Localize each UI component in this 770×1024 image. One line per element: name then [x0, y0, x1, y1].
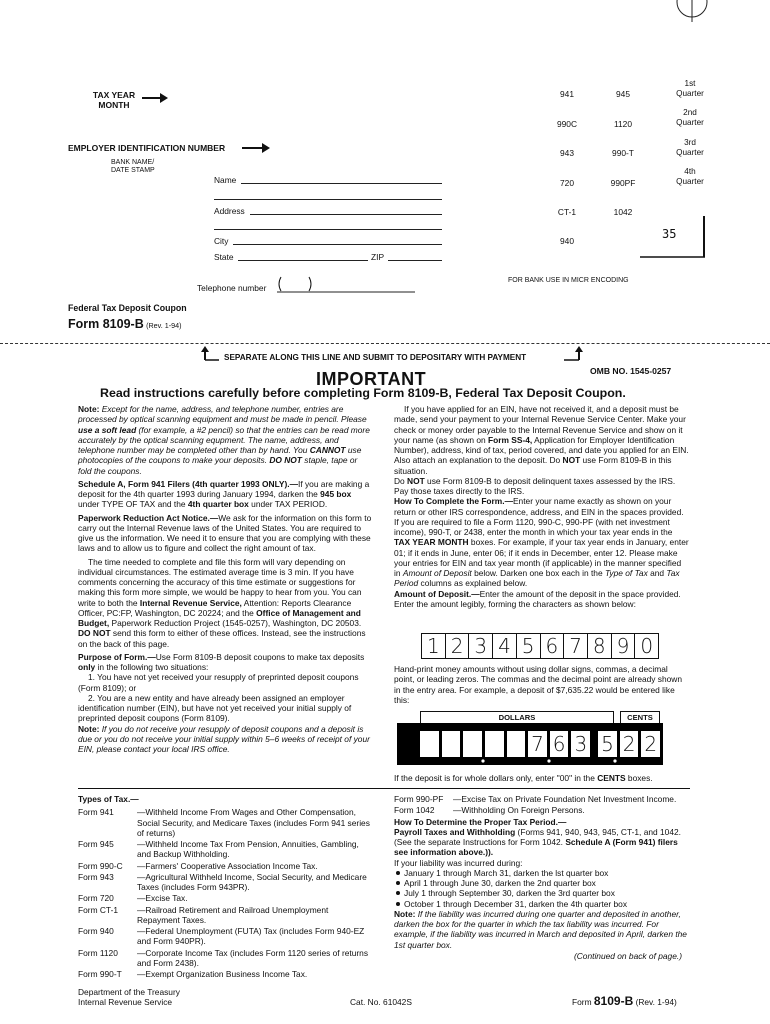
- tax-desc: —Agricultural Withheld Income, Social Security, and Medicare Taxes (includes Form 943PR).: [137, 871, 367, 892]
- tax-form: Form 941: [78, 807, 114, 818]
- schedule-a-text: under TYPE OF TAX and the: [78, 499, 188, 510]
- whole-dollars-text: [394, 773, 690, 784]
- sample-digit: 4: [493, 634, 517, 658]
- tax-form: Form 990-C: [78, 860, 123, 871]
- continued-note: (Continued on back of page.): [573, 950, 682, 961]
- how-emph: Type of Tax: [604, 568, 648, 578]
- code-bracket: [640, 215, 706, 259]
- tax-form: Form 990-T: [78, 969, 122, 979]
- tax-type-row: [78, 807, 372, 838]
- tax-form: Form 990-PF: [394, 794, 444, 804]
- time-emph: Internal Revenue Service,: [139, 597, 242, 608]
- time-text: Paperwork Reduction Project (1545-0257), Washington, DC 20503.: [109, 618, 362, 628]
- catalog-number: Cat. No. 61042S: [350, 997, 412, 1007]
- note2-label: Note:: [78, 723, 100, 734]
- time-text: The time needed to complete and file this form will vary depending on individual circumstances. The estimated average time is 3 min. If you have comments concerning the accuracy of this time estimate or suggestions for making this form more simple, we would be happy to hear from you. You can write to both the: [78, 556, 362, 608]
- pra-heading: Paperwork Reduction Act Notice.—: [78, 512, 219, 523]
- how-emph: Amount of Deposit: [402, 568, 472, 578]
- ein-emph: NOT: [562, 455, 581, 466]
- delinquent-text: use Form 8109-B to deposit delinquent taxes assessed by the IRS. Pay those taxes directly to the IRS.: [394, 475, 676, 496]
- state-label: State: [214, 252, 234, 262]
- tax-type-1120[interactable]: 1120: [613, 119, 632, 129]
- note-emph: CANNOT: [309, 445, 346, 455]
- tax-form: Form CT-1: [78, 904, 119, 915]
- liability-intro: If your liability was incurred during:: [394, 857, 523, 868]
- sample-digit: 7: [564, 634, 588, 658]
- sample-digit: 6: [541, 634, 565, 658]
- sample-digit: 2: [446, 634, 470, 658]
- period-note: [394, 909, 690, 950]
- tax-period-section: [394, 794, 690, 961]
- how-emph: Tax Period: [394, 568, 680, 589]
- period-note-text: If the liability was incurred during one quarter and deposited in another, darken the box for the quarter in which the tax liability was incurred. For example, if the liability was incurred in March and deposited in April, darken the 1st quarter box.: [394, 908, 687, 950]
- sample-digit: 8: [588, 634, 612, 658]
- tax-type-1042[interactable]: 1042: [613, 207, 633, 217]
- left-instructions: [78, 404, 372, 754]
- amount-digit: [463, 731, 482, 757]
- time-emph: DO NOT: [78, 628, 111, 639]
- how-text: Enter your name exactly as shown on your return or other IRS correspondence, address, and EIN in the spaces provided. If you are required to file a Form 1120, 990-C, 990-PF (with net investment income), 990-T, or 2438, enter the month in which your tax year ends in the: [394, 496, 684, 537]
- quarter-bullet: October 1 through December 31, darken the 4th quarter box: [394, 899, 690, 909]
- form-name: Form 8109-B: [68, 317, 144, 331]
- tax-desc: —Withheld Income From Wages and Other Compensation, Social Security, and Medicare Taxes (includes Form 941 series of returns): [137, 807, 370, 838]
- tax-type-row: [78, 893, 372, 903]
- amount-digit: 3: [571, 731, 590, 757]
- tax-year-month-label: TAX YEAR MONTH: [92, 90, 136, 111]
- tax-period-heading: How To Determine the Proper Tax Period.—: [394, 816, 567, 827]
- footer-rev: (Rev. 1-94): [635, 997, 677, 1007]
- city-label: City: [214, 236, 229, 246]
- delinquent-text: Do: [394, 475, 408, 486]
- schedule-a-heading: Schedule A, Form 941 Filers (4th quarter 1993 ONLY).—: [78, 478, 298, 489]
- tax-desc: —Excise Tax on Private Foundation Net Investment Income.: [453, 794, 677, 804]
- tax-type-row: [78, 905, 372, 926]
- dashed-separator: [0, 343, 770, 344]
- note-text: Except for the name, address, and telephone number, entries are processed by optical scanning equipment and must be made in pencil. Please: [78, 404, 367, 425]
- how-heading: How To Complete the Form.—: [394, 496, 513, 507]
- quarter-3[interactable]: 3rd Quarter: [676, 138, 704, 157]
- aod-text: Enter the amount of the deposit in the space provided. Enter the amount legibly, forming the characters as shown below:: [394, 588, 681, 609]
- address-field[interactable]: [250, 214, 442, 215]
- note-text: use photocopies of the coupons to make your deposits.: [78, 445, 362, 466]
- types-of-tax: [78, 794, 372, 980]
- tax-desc: —Exempt Organization Business Income Tax.: [137, 969, 308, 979]
- tax-type-row: [78, 839, 372, 860]
- crosshair-mark: [672, 0, 712, 22]
- zip-label: ZIP: [371, 252, 385, 262]
- tax-type-943[interactable]: 943: [560, 148, 574, 158]
- quarter-bullet: July 1 through September 30, darken the 3rd quarter box: [394, 888, 690, 898]
- name-field-line2[interactable]: [214, 199, 442, 200]
- tax-form: Form 720: [78, 893, 114, 904]
- purpose-text: Use Form 8109-B deposit coupons to make tax deposits: [155, 651, 365, 662]
- how-emph: TAX YEAR MONTH: [394, 537, 469, 548]
- omb-number: OMB NO. 1545-0257: [590, 366, 672, 376]
- tax-desc: —Federal Unemployment (FUTA) Tax (includes Form 940-EZ and Form 940PR).: [137, 926, 365, 947]
- read-instructions-heading: Read instructions carefully before completing Form 8109-B, Federal Tax Deposit Coupon.: [100, 386, 626, 400]
- tax-form: Form 1120: [78, 947, 118, 958]
- tax-type-941[interactable]: 941: [560, 89, 574, 99]
- sample-digit: 1: [422, 634, 446, 658]
- form-id: [68, 317, 181, 333]
- sample-digit: 5: [517, 634, 541, 658]
- telephone-label: Telephone number: [197, 283, 267, 293]
- how-text: boxes. For example, if your tax year ends in January, enter 01; if it ends in June, enter 06; if it ends in December, enter 12. Please make your entries for EIN and tax year month (if applicable) in the manner specified in: [394, 537, 689, 578]
- tax-form: Form 945: [78, 839, 114, 849]
- whole-text: If the deposit is for whole dollars only, enter "00" in the: [394, 773, 598, 783]
- how-text: and: [647, 568, 667, 578]
- address-label: Address: [214, 206, 245, 216]
- quarter-4[interactable]: 4th Quarter: [676, 167, 704, 186]
- dollars-label: DOLLARS: [420, 711, 614, 723]
- quarter-1[interactable]: 1st Quarter: [676, 79, 704, 98]
- amount-digit: 7: [528, 731, 547, 757]
- telephone-field[interactable]: [275, 275, 417, 294]
- name-field[interactable]: [241, 183, 442, 184]
- note-label: Note:: [78, 404, 100, 414]
- amount-digit: 2: [641, 731, 660, 757]
- pra-text: We ask for the information on this form to carry out the Internal Revenue laws of the United States. You are required to give us the information. We need it to ensure that you are complying with these laws and to allow us to figure and collect the right amount of tax.: [78, 512, 372, 554]
- tax-form: Form 1042: [394, 805, 435, 816]
- amount-digit: [485, 731, 504, 757]
- quarter-2[interactable]: 2nd Quarter: [676, 108, 704, 127]
- hand-print-text: Hand-print money amounts without using dollar signs, commas, a decimal point, or leading zeros. The commas and the decimal point are already shown in the entry area. For example, a deposit of $7,635.22 would be entered like this:: [394, 664, 683, 705]
- purpose-heading: Purpose of Form.—: [78, 651, 156, 662]
- footer-form-id: [572, 994, 677, 1009]
- footer-form-number: 8109-B: [593, 994, 634, 1008]
- note-emph: DO NOT: [269, 455, 302, 466]
- schedule-a-text: under TAX PERIOD.: [248, 499, 328, 510]
- purpose-item-1: 1. You have not yet received your resupply of preprinted deposit coupons (Form 8109); or: [78, 672, 359, 693]
- ein-text: use Form 8109-B in this situation.: [394, 455, 672, 476]
- quarter-bullet: April 1 through June 30, darken the 2nd quarter box: [394, 878, 690, 888]
- tax-type-990c[interactable]: 990C: [556, 119, 578, 129]
- important-heading: IMPORTANT: [316, 369, 427, 389]
- aod-heading: Amount of Deposit.—: [394, 588, 480, 599]
- tax-type-945[interactable]: 945: [616, 89, 630, 99]
- whole-text: boxes.: [625, 773, 653, 783]
- right-instructions: [394, 404, 690, 609]
- tax-desc: —Corporate Income Tax (includes Form 1120 series of returns and Form 2438).: [137, 947, 369, 968]
- ein-emph: Form SS-4,: [488, 434, 533, 445]
- quarter-bullet: January 1 through March 31, darken the lst quarter box: [394, 868, 690, 878]
- how-text: below. Darken one box each in the: [471, 568, 605, 578]
- state-field[interactable]: [238, 260, 368, 261]
- time-emph: Office of Management and Budget,: [78, 607, 361, 628]
- tax-type-940[interactable]: 940: [560, 236, 574, 246]
- tax-type-990t[interactable]: 990-T: [612, 148, 634, 158]
- separator-text: SEPARATE ALONG THIS LINE AND SUBMIT TO DEPOSITARY WITH PAYMENT: [224, 353, 527, 362]
- amount-digit: [442, 731, 461, 757]
- time-text: send this form to either of these offices. Instead, see the instructions on the back of this page.: [78, 628, 366, 649]
- zip-field[interactable]: [388, 260, 442, 261]
- payroll-paragraph: [394, 827, 690, 858]
- amount-digits: [420, 731, 660, 757]
- form-rev: (Rev. 1-94): [146, 321, 182, 330]
- sample-digit: 9: [612, 634, 636, 658]
- schedule-a-text: If you are making a deposit for the 4th quarter 1993 during January 1994, darken the: [78, 478, 370, 499]
- period-note-label: Note:: [394, 908, 416, 919]
- city-field[interactable]: [233, 244, 442, 245]
- whole-emph: CENTS: [597, 773, 626, 783]
- coupon-title: Federal Tax Deposit Coupon: [68, 303, 187, 313]
- cents-label: CENTS: [620, 711, 660, 723]
- purpose-emph: only: [78, 662, 96, 672]
- sample-digits: [421, 633, 659, 659]
- tax-desc: —Railroad Retirement and Railroad Unemployment Repayment Taxes.: [137, 904, 329, 925]
- name-label: Name: [214, 175, 237, 185]
- how-text: columns as explained below.: [418, 578, 528, 589]
- arrow-right-icon: [242, 142, 270, 154]
- tax-type-row: [78, 926, 372, 947]
- delinquent-emph: NOT: [407, 475, 425, 486]
- sample-digit: 3: [469, 634, 493, 658]
- arrow-right-icon: [142, 92, 168, 104]
- bank-code: 35: [662, 227, 677, 241]
- amount-digit: 5: [598, 731, 617, 757]
- amount-digit: 2: [620, 731, 639, 757]
- section-divider: [78, 788, 690, 789]
- payroll-heading: Payroll Taxes and Withholding: [394, 826, 516, 837]
- tax-type-row: [78, 861, 372, 871]
- cut-arrow-icon: [201, 346, 219, 362]
- ein-text: Application for Employer Identification Number), address, kind of tax, period covered, and date you applied for an EIN. Also attach an explanation to the deposit. Do: [394, 434, 689, 466]
- tax-type-row: [78, 948, 372, 969]
- note2-text: If you do not receive your resupply of deposit coupons and a deposit is due or you do not receive your initial supply within 5–6 weeks of receipt of your EIN, please contact your local IRS office.: [78, 723, 370, 754]
- note-text: staple, tape or fold the coupons.: [78, 455, 358, 476]
- address-field-line2[interactable]: [214, 229, 442, 230]
- tax-type-row: [78, 872, 372, 893]
- time-text: Attention: Reports Clearance Officer, PC:FP, Washington, DC 20224; and the: [78, 597, 352, 618]
- bank-stamp-label: BANK NAME/ DATE STAMP: [111, 159, 155, 175]
- tax-type-720[interactable]: 720: [560, 178, 574, 188]
- micr-label: FOR BANK USE IN MICR ENCODING: [508, 277, 629, 284]
- schedule-a-emph: 945 box: [320, 489, 352, 499]
- tax-type-row: [394, 794, 690, 804]
- amount-separators: [470, 757, 620, 765]
- schedule-a-emph: 4th quarter box: [187, 499, 249, 510]
- payroll-text: (Forms 941, 940, 943, 945, CT-1, and 1042. (See the separate Instructions for Form 1042.: [394, 826, 681, 847]
- tax-desc: —Excise Tax.: [137, 893, 188, 904]
- tax-desc: —Withheld Income Tax From Pension, Annuities, Gambling, and Backup Withholding.: [137, 839, 359, 860]
- amount-digit: [420, 731, 439, 757]
- tax-type-row: [78, 969, 372, 979]
- types-heading: Types of Tax.—: [78, 794, 139, 804]
- purpose-text: in the following two situations:: [95, 662, 209, 672]
- tax-type-row: [394, 805, 690, 815]
- note-emph: use a soft lead: [78, 424, 137, 435]
- tax-type-990pf[interactable]: 990PF: [610, 178, 636, 188]
- ein-label: EMPLOYER IDENTIFICATION NUMBER: [68, 143, 226, 153]
- tax-desc: —Farmers' Cooperative Association Income Tax.: [137, 860, 318, 871]
- ein-text: If you have applied for an EIN, have not received it, and a deposit must be made, send your payment to your Internal Revenue Service Center. Make your check or money order payable to the Internal Revenue Service and show on it your name (as shown on: [394, 404, 686, 445]
- note-text: (for example, a #2 pencil) so that the entries can be read more accurately by the optical scanning equpment. The name, address, and telephone number may be completed other than by hand. You: [78, 424, 370, 455]
- tax-type-ct1[interactable]: CT-1: [557, 207, 577, 217]
- sample-digit: 0: [640, 634, 654, 658]
- tax-form: Form 943: [78, 871, 114, 882]
- payroll-emph: Schedule A (Form 941) filers see information above.)).: [394, 837, 678, 858]
- treasury-department: Department of the Treasury Internal Revenue Service: [78, 987, 180, 1008]
- cut-arrow-icon: [564, 346, 584, 362]
- amount-digit: [507, 731, 526, 757]
- tax-form: Form 940: [78, 926, 114, 936]
- tax-desc: —Withholding On Foreign Persons.: [453, 805, 585, 816]
- amount-digit: 6: [550, 731, 569, 757]
- purpose-item-2: 2. You are a new entity and have already been assigned an employer identification number (EIN), but have not yet received your initial supply of preprinted deposit coupons (Form 8109).: [78, 692, 352, 724]
- footer-form-word: Form: [572, 997, 592, 1007]
